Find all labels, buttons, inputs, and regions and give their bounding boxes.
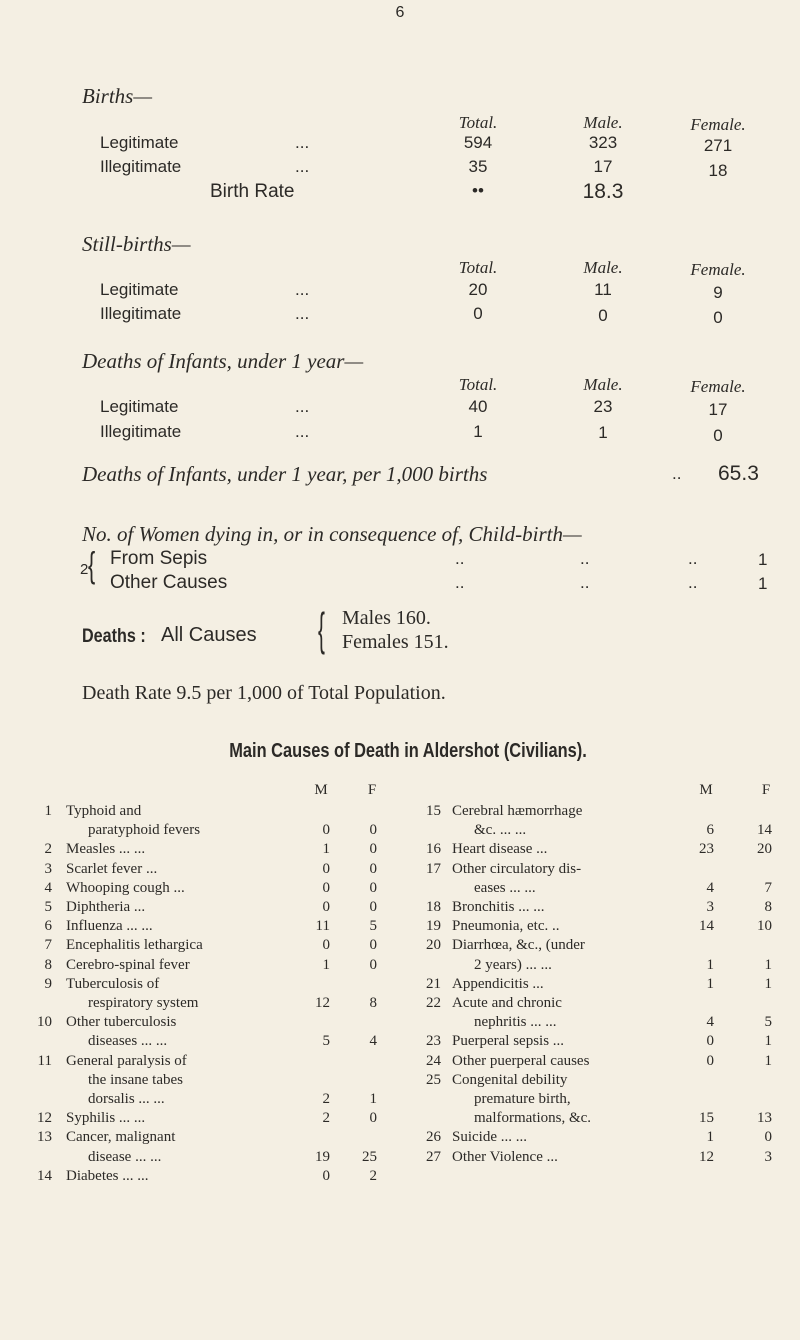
cause-label: Influenza ... ... [66, 918, 153, 935]
infant-deaths-row-label: Legitimate [100, 397, 179, 416]
cause-male-count: 0 [322, 937, 330, 954]
still-births-heading: Still-births— [82, 232, 191, 256]
childbirth-dots: .. [580, 549, 590, 568]
births-row-label: Legitimate [100, 133, 179, 152]
infant-deaths-female: 0 [713, 426, 723, 445]
deaths-label: Deaths : [82, 626, 146, 647]
cause-female-count: 1 [764, 1052, 772, 1069]
birth-rate-value: 18.3 [582, 180, 624, 203]
childbirth-cause: From Sepis [110, 548, 208, 569]
cause-female-count: 0 [369, 956, 377, 973]
cause-male-count: 0 [322, 860, 330, 877]
cause-label: malformations, &c. [474, 1110, 592, 1127]
still-births-row-label: Illegitimate [100, 304, 182, 323]
cause-label: Appendicitis ... [452, 975, 544, 992]
cause-male-count: 0 [322, 899, 330, 915]
cause-male-count: 3 [706, 899, 714, 915]
cause-female-count: 3 [764, 1148, 772, 1165]
childbirth-cause: Other Causes [110, 572, 228, 593]
cause-male-count: 1 [322, 841, 330, 858]
cause-male-count: 5 [322, 1033, 330, 1050]
cause-male-count: 0 [322, 879, 330, 896]
infant-deaths-female: 17 [708, 400, 728, 419]
cause-female-count: 25 [362, 1148, 377, 1165]
cause-label: Diarrhœa, &c., (under [452, 937, 585, 954]
infant-deaths-col-female: Female. [690, 377, 746, 396]
cause-label: 2 years) ... ... [474, 956, 552, 973]
cause-label: Acute and chronic [452, 995, 562, 1011]
cause-label: Diphtheria ... [66, 899, 146, 915]
cause-number: 18 [426, 899, 441, 915]
still-births-col-female: Female. [690, 260, 746, 279]
infant-deaths-row-label: Illegitimate [100, 422, 182, 441]
childbirth-value: 1 [758, 574, 768, 593]
cause-male-count: 12 [699, 1148, 714, 1165]
cause-number: 25 [426, 1071, 441, 1088]
infant-deaths-total: 40 [468, 397, 488, 416]
cause-label: Other puerperal causes [452, 1052, 590, 1069]
childbirth-dots: .. [688, 549, 698, 568]
cause-male-count: 23 [699, 841, 714, 858]
cause-male-count: 0 [322, 1167, 330, 1184]
cause-female-count: 4 [369, 1033, 377, 1050]
cause-label: Bronchitis ... ... [452, 899, 545, 915]
cause-number: 4 [44, 879, 52, 896]
cause-male-count: 15 [699, 1110, 714, 1127]
cause-male-count: 19 [315, 1148, 330, 1165]
deaths-all-causes-label: All Causes [161, 624, 257, 646]
main-causes-title: Main Causes of Death in Aldershot (Civilians). [229, 740, 587, 762]
cause-label: paratyphoid fevers [88, 822, 201, 839]
infant-deaths-male: 23 [593, 397, 613, 416]
cause-female-count: 20 [757, 841, 772, 858]
cause-number: 6 [44, 918, 52, 935]
births-row-dots: ... [295, 133, 310, 152]
cause-female-count: 0 [369, 860, 377, 877]
left-brace-icon: { [318, 603, 325, 655]
births-female: 271 [703, 136, 733, 155]
cause-number: 24 [426, 1052, 441, 1069]
cause-number: 15 [426, 803, 441, 819]
childbirth-group-number: 2 [80, 561, 89, 578]
still-births-male: 0 [598, 306, 608, 325]
cause-number: 14 [37, 1167, 52, 1184]
cause-label: Heart disease ... [452, 841, 548, 858]
cause-number: 13 [37, 1129, 52, 1146]
cause-female-count: 0 [369, 1110, 377, 1127]
cause-label: &c. ... ... [474, 822, 527, 839]
cause-label: Suicide ... ... [452, 1129, 527, 1146]
births-row-label: Illegitimate [100, 157, 182, 176]
cause-label: the insane tabes [88, 1071, 183, 1088]
cause-label: Congenital debility [452, 1071, 568, 1088]
cause-label: Diabetes ... ... [66, 1167, 149, 1184]
cause-label: Pneumonia, etc. .. [452, 918, 560, 935]
cause-female-count: 8 [764, 899, 772, 915]
still-births-col-male: Male. [583, 258, 623, 277]
cause-female-count: 0 [369, 879, 377, 896]
births-male: 323 [588, 133, 618, 152]
page-number: 6 [395, 4, 405, 21]
col-f-header: F [761, 782, 771, 798]
infant-deaths-row-dots: ... [295, 422, 310, 441]
cause-label: respiratory system [88, 995, 199, 1011]
cause-number: 27 [426, 1148, 441, 1165]
cause-label: Other Violence ... [452, 1148, 558, 1165]
birth-rate-dots: •• [472, 181, 484, 200]
still-births-row-dots: ... [295, 304, 310, 323]
cause-label: Typhoid and [66, 803, 142, 819]
still-births-col-total: Total. [458, 258, 498, 277]
cause-label: diseases ... ... [88, 1033, 168, 1050]
cause-female-count: 10 [757, 918, 772, 935]
col-m-header: M [699, 782, 713, 798]
cause-male-count: 1 [706, 956, 714, 973]
infant-death-rate-dots: .. [672, 464, 682, 483]
cause-number: 16 [426, 841, 441, 858]
cause-male-count: 1 [706, 975, 714, 992]
cause-male-count: 2 [322, 1091, 330, 1107]
cause-number: 23 [426, 1033, 441, 1050]
cause-male-count: 14 [699, 918, 714, 935]
births-row-dots: ... [295, 157, 310, 176]
cause-label: Measles ... ... [66, 841, 146, 858]
childbirth-dots: .. [455, 573, 465, 592]
cause-female-count: 5 [764, 1014, 772, 1031]
deaths-females: Females 151. [342, 631, 449, 653]
births-col-total: Total. [458, 113, 498, 132]
cause-female-count: 1 [764, 956, 772, 973]
cause-number: 22 [426, 995, 441, 1011]
cause-label: Whooping cough ... [66, 879, 185, 896]
births-female: 18 [708, 161, 728, 180]
cause-label: Other tuberculosis [66, 1014, 177, 1031]
cause-number: 11 [37, 1052, 52, 1069]
infant-death-rate-value: 65.3 [718, 462, 759, 485]
births-total: 594 [463, 133, 493, 152]
cause-male-count: 0 [322, 822, 330, 839]
cause-number: 1 [44, 803, 52, 819]
childbirth-dots: .. [580, 573, 590, 592]
cause-label: nephritis ... ... [474, 1014, 557, 1031]
still-births-total: 0 [473, 304, 483, 323]
childbirth-value: 1 [758, 550, 768, 569]
still-births-female: 9 [713, 283, 723, 302]
cause-male-count: 0 [706, 1033, 714, 1050]
cause-number: 5 [44, 899, 52, 915]
cause-label: Tuberculosis of [66, 975, 160, 992]
still-births-row-label: Legitimate [100, 280, 179, 299]
cause-male-count: 1 [706, 1129, 714, 1146]
cause-female-count: 8 [369, 995, 377, 1011]
cause-male-count: 1 [322, 956, 330, 973]
cause-female-count: 13 [757, 1110, 772, 1127]
cause-male-count: 0 [706, 1052, 714, 1069]
births-male: 17 [593, 157, 613, 176]
cause-number: 21 [426, 975, 441, 992]
cause-number: 12 [37, 1110, 52, 1127]
births-heading: Births— [82, 84, 153, 108]
cause-label: Puerperal sepsis ... [452, 1033, 565, 1050]
cause-male-count: 12 [315, 995, 330, 1011]
cause-female-count: 1 [764, 975, 772, 992]
cause-number: 17 [426, 860, 441, 877]
cause-label: Other circulatory dis- [452, 860, 582, 877]
cause-number: 3 [44, 860, 52, 877]
cause-male-count: 11 [315, 918, 330, 935]
births-total: 35 [468, 157, 488, 176]
cause-number: 8 [44, 956, 52, 973]
birth-rate-label: Birth Rate [210, 181, 295, 202]
still-births-total: 20 [468, 280, 488, 299]
cause-number: 9 [44, 975, 52, 992]
cause-label: Cerebro-spinal fever [66, 956, 190, 973]
cause-female-count: 5 [369, 918, 377, 935]
cause-female-count: 0 [369, 937, 377, 954]
infant-deaths-col-male: Male. [583, 375, 623, 394]
childbirth-dots: .. [455, 549, 465, 568]
death-rate-line: Death Rate 9.5 per 1,000 of Total Population. [82, 682, 446, 704]
cause-male-count: 6 [706, 822, 714, 839]
cause-female-count: 1 [764, 1033, 772, 1050]
still-births-female: 0 [713, 308, 723, 327]
col-m-header: M [314, 782, 328, 798]
cause-label: premature birth, [474, 1091, 571, 1107]
cause-female-count: 0 [764, 1129, 772, 1146]
cause-label: Scarlet fever ... [66, 860, 158, 877]
cause-female-count: 14 [757, 822, 772, 839]
cause-label: eases ... ... [474, 879, 536, 896]
cause-label: dorsalis ... ... [88, 1091, 165, 1107]
cause-number: 2 [44, 841, 52, 858]
infant-deaths-heading: Deaths of Infants, under 1 year— [82, 349, 364, 373]
still-births-male: 11 [594, 280, 612, 299]
births-col-female: Female. [690, 115, 746, 134]
births-col-male: Male. [583, 113, 623, 132]
childbirth-heading: No. of Women dying in, or in consequence of, Child-birth— [82, 522, 582, 546]
cause-male-count: 4 [706, 1014, 714, 1031]
cause-label: Cerebral hæmorrhage [452, 803, 583, 819]
cause-number: 7 [44, 937, 52, 954]
deaths-males: Males 160. [342, 607, 431, 629]
cause-number: 26 [426, 1129, 441, 1146]
cause-label: General paralysis of [66, 1052, 187, 1069]
infant-deaths-total: 1 [473, 422, 483, 441]
cause-label: disease ... ... [88, 1148, 162, 1165]
col-f-header: F [367, 782, 377, 798]
cause-label: Cancer, malignant [66, 1129, 176, 1146]
cause-female-count: 1 [369, 1091, 377, 1107]
infant-deaths-male: 1 [598, 423, 608, 442]
cause-female-count: 7 [764, 879, 772, 896]
cause-female-count: 0 [369, 822, 377, 839]
cause-label: Encephalitis lethargica [66, 937, 203, 954]
cause-label: Syphilis ... ... [66, 1110, 146, 1127]
cause-number: 10 [37, 1014, 52, 1031]
cause-female-count: 0 [369, 899, 377, 915]
cause-number: 19 [426, 918, 441, 935]
infant-deaths-col-total: Total. [458, 375, 498, 394]
infant-death-rate-label: Deaths of Infants, under 1 year, per 1,000 births [82, 462, 488, 486]
cause-female-count: 0 [369, 841, 377, 858]
still-births-row-dots: ... [295, 280, 310, 299]
cause-male-count: 4 [706, 879, 714, 896]
cause-male-count: 2 [322, 1110, 330, 1127]
cause-number: 20 [426, 937, 441, 954]
infant-deaths-row-dots: ... [295, 397, 310, 416]
cause-female-count: 2 [369, 1167, 377, 1184]
left-brace-icon: { [88, 544, 96, 585]
childbirth-dots: .. [688, 573, 698, 592]
